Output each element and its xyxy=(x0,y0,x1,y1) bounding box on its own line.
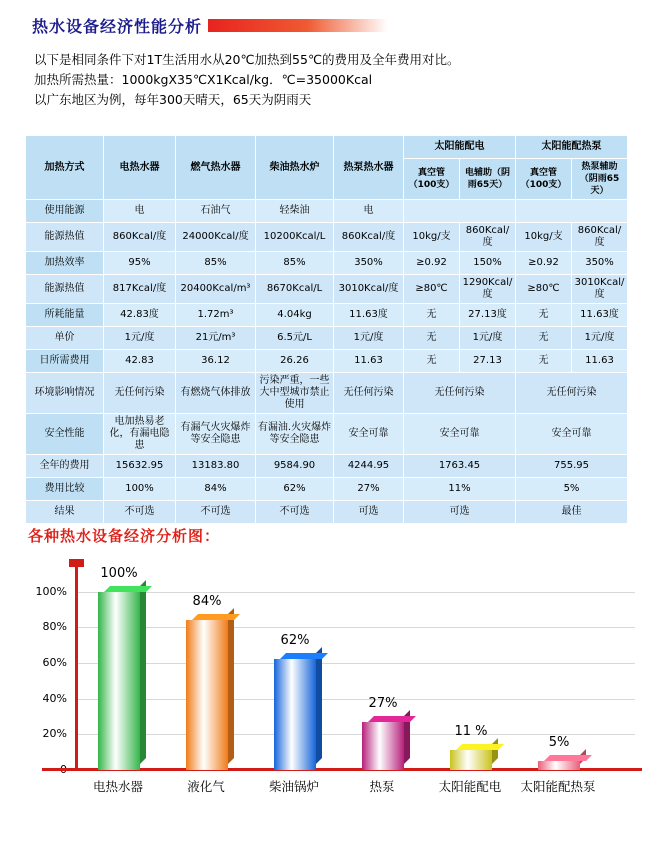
cell: 不可选 xyxy=(256,501,334,524)
cell: 无任何污染 xyxy=(104,373,176,414)
cell: 6.5元/L xyxy=(256,327,334,350)
cell: 电加热易老化，有漏电隐患 xyxy=(104,414,176,455)
table-header-row xyxy=(26,136,628,159)
bar-face xyxy=(186,620,228,770)
cell: 5% xyxy=(516,478,628,501)
cell: 350% xyxy=(572,252,628,275)
cell: 350% xyxy=(334,252,404,275)
cell: 860Kcal/度 xyxy=(572,223,628,252)
bar-side xyxy=(228,608,234,764)
page-title-text: 热水设备经济性能分析 xyxy=(32,17,203,36)
bar-top xyxy=(368,716,416,722)
table-sub-header-1: 电辅助（阴雨65天） xyxy=(460,159,516,200)
cell: 无 xyxy=(404,350,460,373)
cell: 85% xyxy=(256,252,334,275)
bar-side xyxy=(316,647,322,764)
cell: 安全可靠 xyxy=(404,414,516,455)
cell: 不可选 xyxy=(176,501,256,524)
cell: 石油气 xyxy=(176,200,256,223)
intro-line-3: 以广东地区为例，每年300天晴天，65天为阴雨天 xyxy=(34,92,312,107)
table-row xyxy=(26,455,628,478)
y-tick-label: 100% xyxy=(35,584,67,598)
bar-face xyxy=(362,722,404,770)
table-row xyxy=(26,200,628,223)
page-title xyxy=(32,14,388,37)
bar-top xyxy=(544,755,592,761)
bar-value-label: 5% xyxy=(548,735,570,751)
table-col-header-3: 柴油热水炉 xyxy=(256,136,334,200)
cell: 24000Kcal/度 xyxy=(176,223,256,252)
cell: 100% xyxy=(104,478,176,501)
row-label: 费用比较 xyxy=(26,478,104,501)
row-label: 能源热值 xyxy=(26,275,104,304)
cell: 3010Kcal/度 xyxy=(572,275,628,304)
bar-value-label: 27% xyxy=(368,695,398,711)
bar-top xyxy=(192,614,240,620)
cell: 84% xyxy=(176,478,256,501)
table-col-header-6: 太阳能配热泵 xyxy=(516,136,628,159)
cell: 11.63 xyxy=(572,350,628,373)
cell: 10kg/支 xyxy=(516,223,572,252)
row-label: 日所需费用 xyxy=(26,350,104,373)
y-tick-label: 60% xyxy=(42,656,67,670)
row-label: 安全性能 xyxy=(26,414,104,455)
bar-value-label: 84% xyxy=(192,594,222,610)
table-col-header-1: 电热水器 xyxy=(104,136,176,200)
bar xyxy=(98,565,140,770)
bar xyxy=(538,735,580,770)
bar-face xyxy=(98,592,140,770)
table-col-header-4: 热泵热水器 xyxy=(334,136,404,200)
bar-top xyxy=(456,744,504,750)
cell: 20400Kcal/m³ xyxy=(176,275,256,304)
bar-value-label: 62% xyxy=(280,633,310,649)
x-tick-label: 太阳能配电 xyxy=(438,779,502,794)
cell: 10200Kcal/L xyxy=(256,223,334,252)
y-tick-label: 20% xyxy=(42,727,67,741)
gridline xyxy=(75,627,635,628)
cell: 可选 xyxy=(404,501,516,524)
cell: 污染严重，一些大中型城市禁止使用 xyxy=(256,373,334,414)
cell: 21元/m³ xyxy=(176,327,256,350)
row-label: 单价 xyxy=(26,327,104,350)
bar-face xyxy=(450,750,492,770)
cell: 无任何污染 xyxy=(334,373,404,414)
cell: ≥80℃ xyxy=(404,275,460,304)
cell: 有燃烧气体排放 xyxy=(176,373,256,414)
cell: 9584.90 xyxy=(256,455,334,478)
table-row xyxy=(26,501,628,524)
table-sub-header-3: 热泵辅助（阴雨65天） xyxy=(572,159,628,200)
table-row xyxy=(26,223,628,252)
row-label: 结果 xyxy=(26,501,104,524)
table-sub-header-2: 真空管（100支） xyxy=(516,159,572,200)
cell: 11.63度 xyxy=(334,304,404,327)
cell: 不可选 xyxy=(104,501,176,524)
row-label: 环境影响情况 xyxy=(26,373,104,414)
cell: 150% xyxy=(460,252,516,275)
cell: 817Kcal/度 xyxy=(104,275,176,304)
x-tick-label: 液化气 xyxy=(187,779,225,794)
bar-side xyxy=(492,738,498,764)
cell: 无任何污染 xyxy=(404,373,516,414)
cell: 3010Kcal/度 xyxy=(334,275,404,304)
cell: ≥0.92 xyxy=(404,252,460,275)
bar-value-label: 100% xyxy=(100,565,138,581)
bar-value-label: 11 % xyxy=(454,724,488,740)
cell: 36.12 xyxy=(176,350,256,373)
row-label: 全年的费用 xyxy=(26,455,104,478)
cell: 可选 xyxy=(334,501,404,524)
table-row xyxy=(26,252,628,275)
table-col-header-2: 燃气热水器 xyxy=(176,136,256,200)
cell: 有漏油.火灾爆炸等安全隐患 xyxy=(256,414,334,455)
cell: 860Kcal/度 xyxy=(460,223,516,252)
cell: 27.13 xyxy=(460,350,516,373)
cell: 11.63 xyxy=(334,350,404,373)
table-row xyxy=(26,478,628,501)
cell: 27% xyxy=(334,478,404,501)
cell: 26.26 xyxy=(256,350,334,373)
intro-line-1: 以下是相同条件下对1T生活用水从20℃加热到55℃的费用及全年费用对比。 xyxy=(34,52,460,67)
cell: 95% xyxy=(104,252,176,275)
table-col-header-0: 加热方式 xyxy=(26,136,104,200)
chart-y-axis-cap xyxy=(69,559,84,567)
x-tick-label: 柴油锅炉 xyxy=(268,779,319,794)
cell: 无任何污染 xyxy=(516,373,628,414)
x-tick-label: 热泵 xyxy=(369,779,395,794)
cell: 8670Kcal/L xyxy=(256,275,334,304)
cell: 电 xyxy=(104,200,176,223)
cell: 4.04kg xyxy=(256,304,334,327)
table-row xyxy=(26,327,628,350)
cell: ≥80℃ xyxy=(516,275,572,304)
intro-paragraphs xyxy=(34,50,624,110)
bar xyxy=(450,724,492,770)
cell: 4244.95 xyxy=(334,455,404,478)
cell: 1元/度 xyxy=(572,327,628,350)
bar-top xyxy=(280,653,328,659)
cell: 62% xyxy=(256,478,334,501)
row-label: 所耗能量 xyxy=(26,304,104,327)
cell: 无 xyxy=(404,327,460,350)
cell: 10kg/支 xyxy=(404,223,460,252)
row-label: 使用能源 xyxy=(26,200,104,223)
cell: ≥0.92 xyxy=(516,252,572,275)
cell: 42.83度 xyxy=(104,304,176,327)
cell: 最佳 xyxy=(516,501,628,524)
cell: 85% xyxy=(176,252,256,275)
chart-y-axis xyxy=(75,565,78,770)
cell: 1元/度 xyxy=(104,327,176,350)
cell: 755.95 xyxy=(516,455,628,478)
x-tick-label: 电热水器 xyxy=(92,779,143,794)
cell: 1元/度 xyxy=(460,327,516,350)
cell: 电 xyxy=(334,200,404,223)
bar xyxy=(186,594,228,770)
cell: 1元/度 xyxy=(334,327,404,350)
cell: 安全可靠 xyxy=(334,414,404,455)
x-tick-label: 太阳能配热泵 xyxy=(520,779,596,794)
y-tick-label: 40% xyxy=(42,691,67,705)
cell: 860Kcal/度 xyxy=(334,223,404,252)
cell: 42.83 xyxy=(104,350,176,373)
table-row xyxy=(26,275,628,304)
table-row xyxy=(26,350,628,373)
cell xyxy=(404,200,516,223)
comparison-table xyxy=(25,135,628,524)
bar xyxy=(362,695,404,770)
y-tick-label: 80% xyxy=(42,620,67,634)
cell: 无 xyxy=(516,304,572,327)
table-sub-header-0: 真空管（100支） xyxy=(404,159,460,200)
bar xyxy=(274,633,316,770)
cell: 无 xyxy=(404,304,460,327)
bar-top xyxy=(104,586,152,592)
cell: 有漏气火灾爆炸等安全隐患 xyxy=(176,414,256,455)
bar-face xyxy=(538,761,580,770)
cell: 11.63度 xyxy=(572,304,628,327)
cell: 无 xyxy=(516,327,572,350)
cell: 1290Kcal/度 xyxy=(460,275,516,304)
cell: 1763.45 xyxy=(404,455,516,478)
cell: 13183.80 xyxy=(176,455,256,478)
bar-chart xyxy=(20,555,635,815)
bar-face xyxy=(274,659,316,770)
chart-title: 各种热水设备经济分析图： xyxy=(28,527,221,545)
cell: 安全可靠 xyxy=(516,414,628,455)
row-label: 能源热值 xyxy=(26,223,104,252)
cell: 15632.95 xyxy=(104,455,176,478)
table-row xyxy=(26,304,628,327)
title-decoration-bar xyxy=(208,19,388,32)
cell: 860Kcal/度 xyxy=(104,223,176,252)
cell: 1.72m³ xyxy=(176,304,256,327)
bar-side xyxy=(140,580,146,764)
table-col-header-5: 太阳能配电 xyxy=(404,136,516,159)
comparison-table-wrapper xyxy=(25,135,625,524)
gridline xyxy=(75,592,635,593)
table-row xyxy=(26,373,628,414)
cell: 轻柴油 xyxy=(256,200,334,223)
cell: 无 xyxy=(516,350,572,373)
table-row xyxy=(26,414,628,455)
cell xyxy=(516,200,628,223)
intro-line-2: 加热所需热量：1000kgX35℃X1Kcal/kg．℃=35000Kcal xyxy=(34,72,373,87)
cell: 11% xyxy=(404,478,516,501)
row-label: 加热效率 xyxy=(26,252,104,275)
cell: 27.13度 xyxy=(460,304,516,327)
gridline xyxy=(75,663,635,664)
